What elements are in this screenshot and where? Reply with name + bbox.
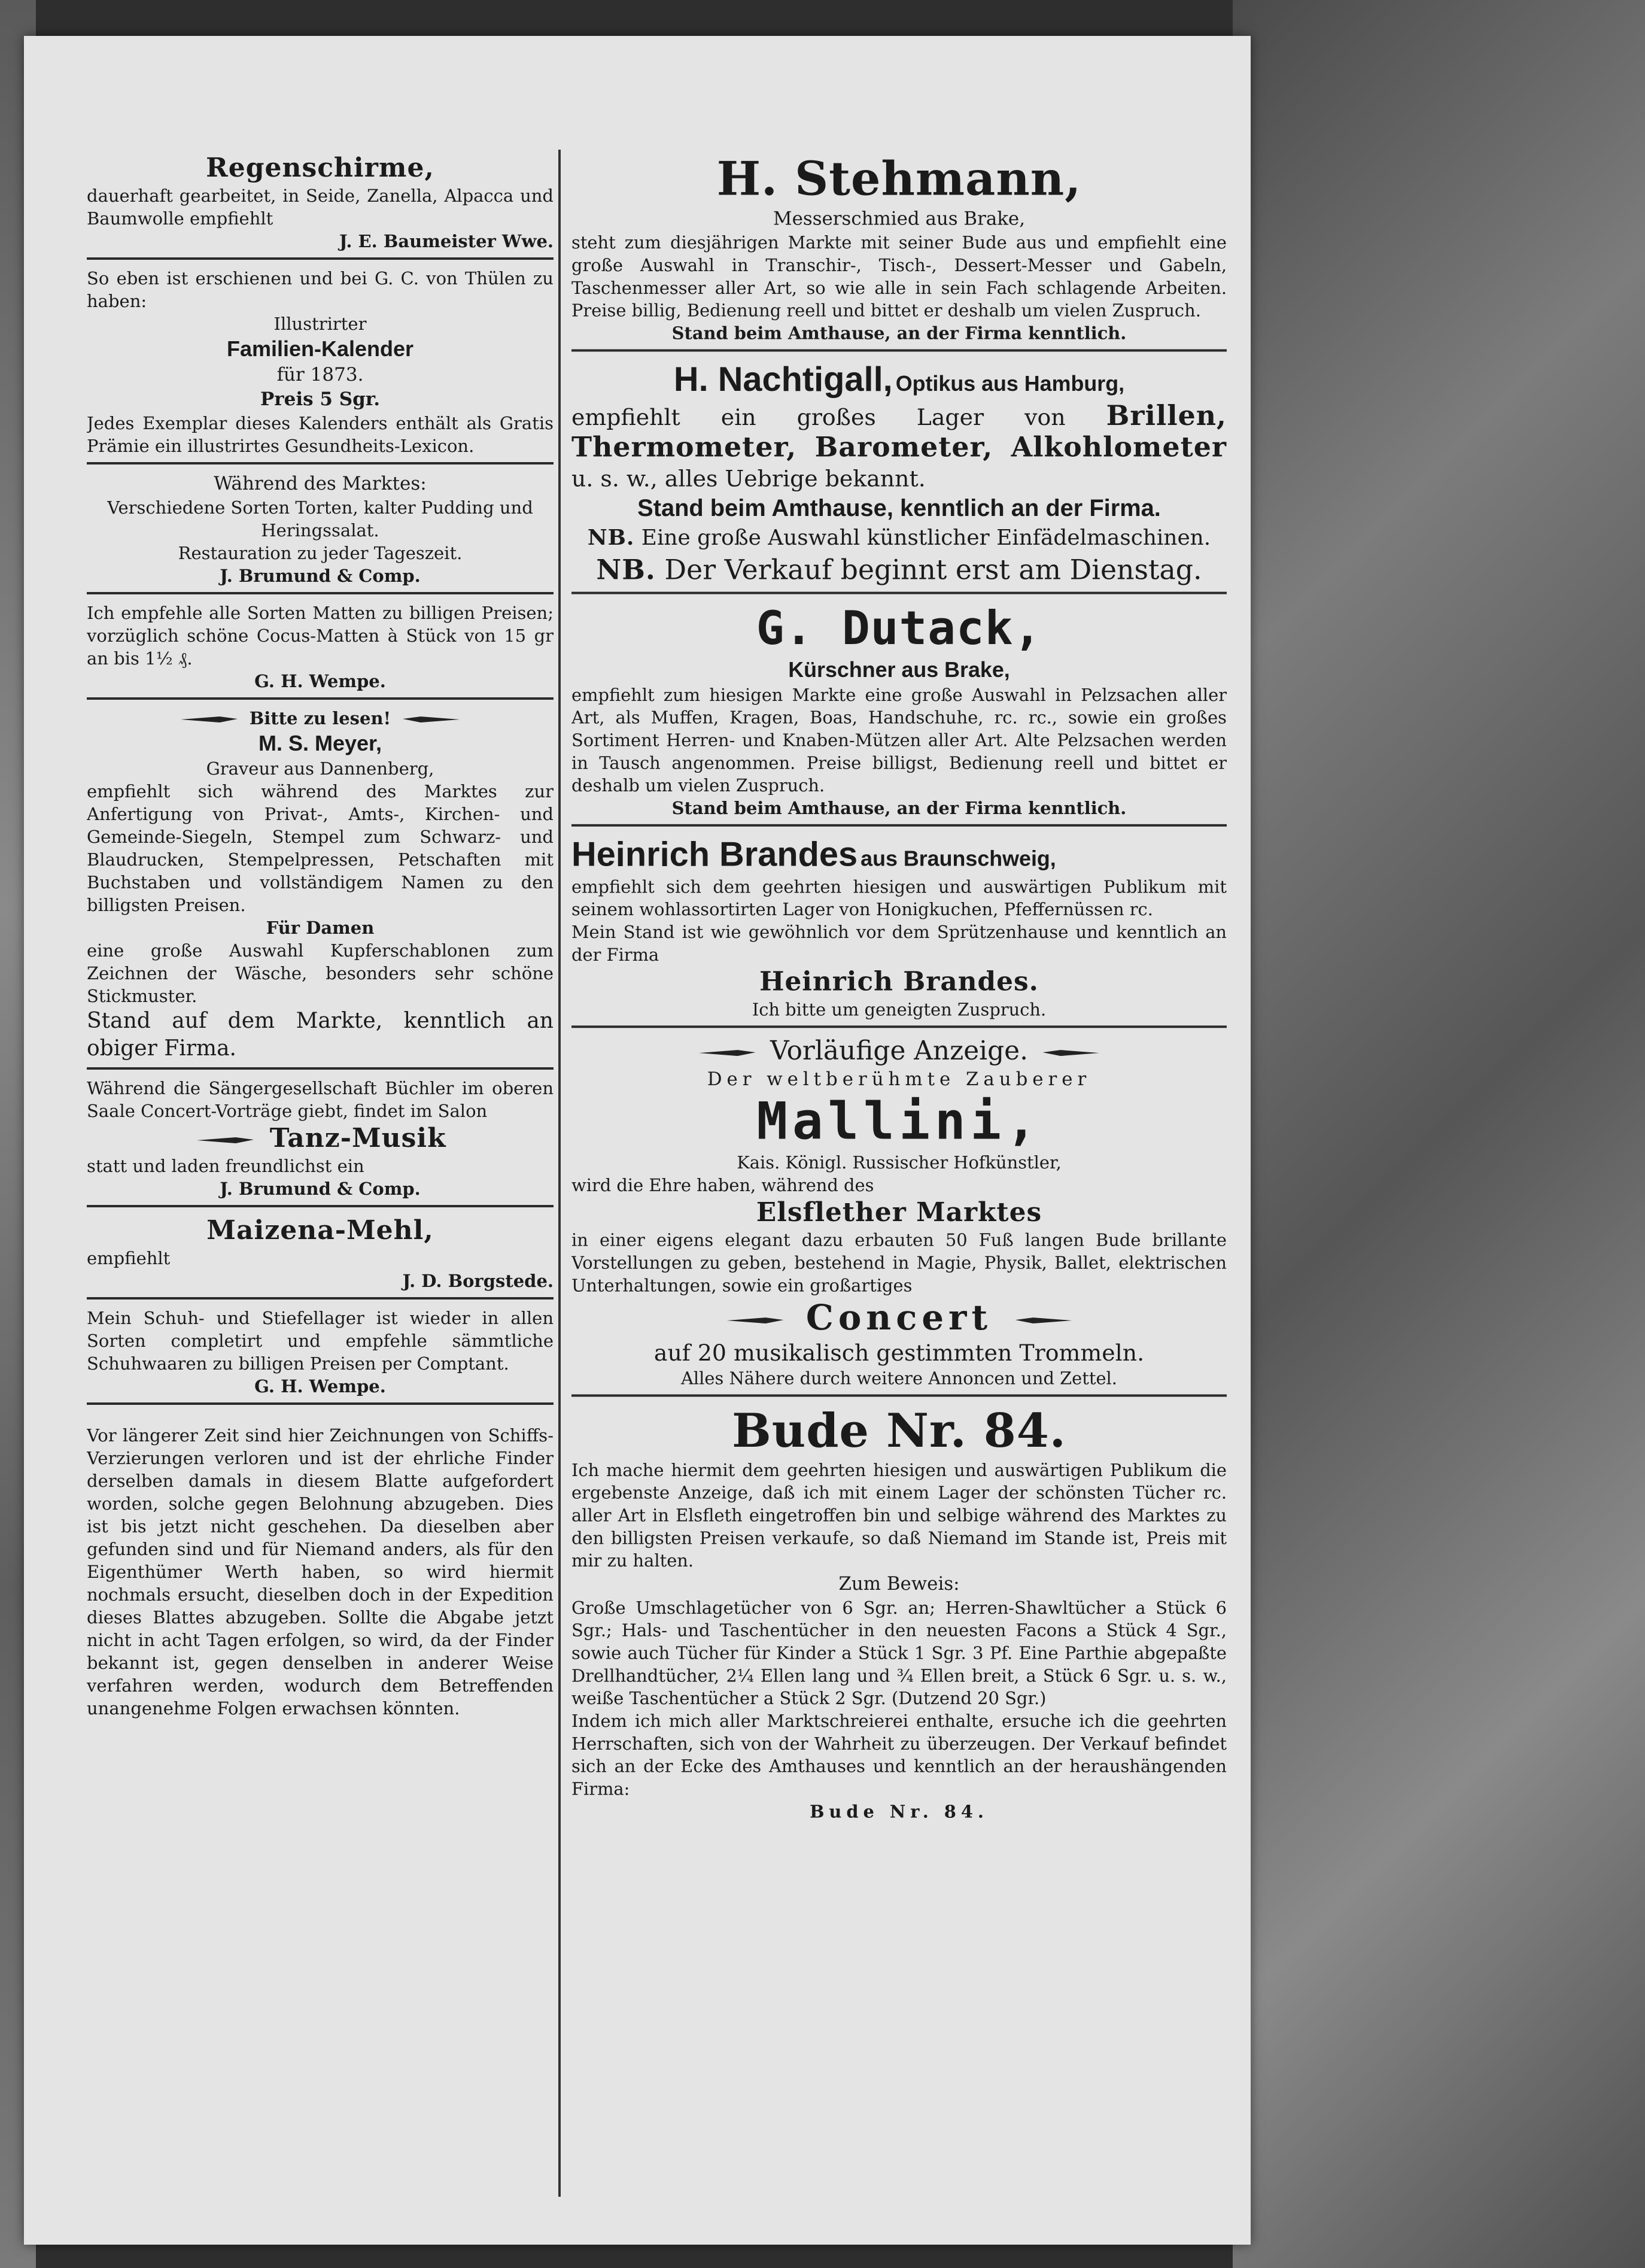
ad-body: empfiehlt sich dem geehrten hiesigen und auswärtigen Publikum mit seinem wohlassortirten Lager von Honigkuchen, Pfeffernüssen rc. bbox=[571, 876, 1227, 920]
ad-stand: Stand beim Amthause, kenntlich an der Firma. bbox=[637, 495, 1161, 522]
ad-signature: J. Brumund & Comp. bbox=[220, 566, 421, 586]
ad-title: Maizena-Mehl, bbox=[206, 1215, 434, 1246]
ad-title-text: Tanz-Musik bbox=[269, 1123, 446, 1153]
pointing-hand-icon bbox=[194, 1131, 260, 1149]
ad-maizena bbox=[87, 1212, 554, 1300]
ad-signature: Bude Nr. 84. bbox=[810, 1801, 989, 1822]
ad-title-line bbox=[571, 359, 1227, 400]
ad-stand: Stand auf dem Markte, kenntlich an obiger Firma. bbox=[87, 1009, 554, 1061]
ad-nb2 bbox=[571, 552, 1227, 587]
ad-trommeln: auf 20 musikalisch gestimmten Trommeln. bbox=[653, 1339, 1145, 1366]
pointing-hand-icon bbox=[397, 711, 463, 728]
ad-head-text: Bitte zu lesen! bbox=[249, 708, 391, 728]
ad-nb1 bbox=[571, 523, 1227, 552]
ad-title: Während des Marktes: bbox=[214, 473, 427, 494]
ad-signature: Heinrich Brandes. bbox=[759, 966, 1039, 997]
ad-body-a: empfiehlt ein großes Lager von bbox=[571, 404, 1066, 430]
ad-body3: Indem ich mich aller Marktschreierei enthalte, ersuche ich die geehrten Herrschaften, sich von der Wahrheit zu überzeugen. Der Verkauf befindet sich an der Ecke des Amthauses und kenntlich an der heraushängenden Firma: bbox=[571, 1711, 1227, 1799]
ad-body: empfiehlt zum hiesigen Markte eine große Auswahl in Pelzsachen aller Art, als Muffen, Kragen, Boas, Handschuhe, rc. rc., sowie ein großes Sortiment Herren- und Knaben-Mützen aller Art. Alte Pelzsachen werden in Tausch angenommen. Preise billigst, Bedienung reell und bittet er deshalb um vielen Zuspruch. bbox=[571, 684, 1227, 796]
ad-end: Ich bitte um geneigten Zuspruch. bbox=[752, 999, 1047, 1020]
ad-line2: wird die Ehre haben, während des bbox=[571, 1175, 874, 1196]
ad-concert-text: Concert bbox=[805, 1297, 993, 1338]
ad-body: empfiehlt sich während des Marktes zur Anfertigung von Privat-, Amts-, Kirchen- und Gemeinde-Siegeln, Stempel zum Schwarz- und Blaudrucken, Stempelpressen, Petschaften mit Buchstaben und vollständigem Namen zu den billigsten Preisen. bbox=[87, 781, 554, 915]
ad-title-line bbox=[571, 834, 1227, 876]
ad-body: empfiehlt bbox=[87, 1248, 171, 1268]
ad-nb2-label: NB. bbox=[596, 553, 656, 586]
pointing-hand-icon bbox=[723, 1311, 789, 1329]
pointing-hand-icon bbox=[697, 1044, 762, 1062]
ad-bude bbox=[571, 1401, 1227, 1827]
ad-line1: Der weltberühmte Zauberer bbox=[707, 1068, 1091, 1090]
ad-sub: Kürschner aus Brake, bbox=[788, 657, 1010, 682]
ad-nb2-text: Der Verkauf beginnt erst am Dienstag. bbox=[664, 553, 1202, 586]
ad-title: H. Nachtigall, bbox=[673, 360, 893, 399]
ad-signature: J. E. Baumeister Wwe. bbox=[339, 231, 554, 251]
ad-nachtigall bbox=[571, 356, 1227, 594]
ad-body: in einer eigens elegant dazu erbauten 50 Fuß langen Bude brillante Vorstellungen zu geben, bestehend in Magie, Physik, Ballet, elektrischen Unterhaltungen, sowie ein großartiges bbox=[571, 1229, 1227, 1296]
ad-signature: J. D. Borgstede. bbox=[402, 1271, 554, 1291]
ad-body2: eine große Auswahl Kupferschablonen zum Zeichnen der Wäsche, besonders sehr schöne Stickmuster. bbox=[87, 940, 554, 1006]
ad-stand: Stand beim Amthause, an der Firma kenntlich. bbox=[671, 798, 1127, 818]
ad-title: M. S. Meyer, bbox=[258, 731, 382, 755]
ad-markt: Elsflether Marktes bbox=[756, 1197, 1042, 1228]
ad-title: H. Stehmann, bbox=[716, 151, 1082, 207]
ad-sub: Kais. Königl. Russischer Hofkünstler, bbox=[737, 1152, 1062, 1173]
ad-body2: Große Umschlagetücher von 6 Sgr. an; Herren-Shawltücher a Stück 6 Sgr.; Hals- und Taschentücher in den neuesten Facons a Stück 4 Sgr., sowie auch Tücher für Kinder a Stück 1 Sgr. 3 Pf. Eine Parthie abgepaßte Drellhandtücher, 2¼ Ellen lang und ¾ Ellen breit, a Stück 6 Sgr. u. s. w., weiße Taschentücher a Stück 2 Sgr. (Dutzend 20 Sgr.) bbox=[571, 1597, 1227, 1709]
ad-title: Mallini, bbox=[756, 1091, 1042, 1152]
ad-sub: Optikus aus Hamburg, bbox=[895, 371, 1125, 396]
ad-sub: Messerschmied aus Brake, bbox=[773, 208, 1026, 230]
ad-body bbox=[571, 400, 1227, 493]
ad-sub: Graveur aus Dannenberg, bbox=[206, 758, 434, 779]
ad-body: dauerhaft gearbeitet, in Seide, Zanella, Alpacca und Baumwolle empfiehlt bbox=[87, 186, 554, 229]
ad-markt bbox=[87, 469, 554, 594]
ad-head-text: Vorläufige Anzeige. bbox=[770, 1036, 1029, 1067]
ad-title: G. Dutack, bbox=[756, 602, 1042, 656]
ad-damen: Für Damen bbox=[266, 918, 375, 938]
left-column bbox=[87, 150, 554, 2185]
ad-matten bbox=[87, 599, 554, 700]
ad-body: Ich empfehle alle Sorten Matten zu billigen Preisen; vorzüglich schöne Cocus-Matten à Stück von 15 gr an bis 1½ ₰. bbox=[87, 603, 554, 669]
ad-stehmann bbox=[571, 150, 1227, 351]
ad-body: Ich mache hiermit dem geehrten hiesigen und auswärtigen Publikum die ergebenste Anzeige, daß ich mit einem Lager der schönsten Tücher rc. aller Art in Elsfleth eingetroffen bin und selbige während des Marktes zu den billigsten Preisen verkaufe, so daß Niemand im Stande ist, Preis mit mir zu halten. bbox=[571, 1460, 1227, 1571]
ad-line: Restauration zu jeder Tageszeit. bbox=[178, 543, 463, 563]
column-divider bbox=[558, 150, 561, 2197]
ad-head bbox=[87, 707, 554, 730]
ad-kalender bbox=[87, 265, 554, 464]
ad-intro: So eben ist erschienen und bei G. C. von Thülen zu haben: bbox=[87, 268, 554, 311]
ad-body: steht zum diesjährigen Markte mit seiner Bude aus und empfiehlt eine große Auswahl in Transchir-, Tisch-, Dessert-Messer und Gabeln, Taschenmesser aller Art, so wie alle in sein Fach schlagende Arbeiten. Preise billig, Bedienung reell und bittet er deshalb um vielen Zuspruch. bbox=[571, 232, 1227, 321]
ad-body2: Mein Stand ist wie gewöhnlich vor dem Sprützenhause und kenntlich an der Firma bbox=[571, 922, 1227, 965]
ad-signature: J. Brumund & Comp. bbox=[220, 1179, 421, 1199]
ad-regenschirme bbox=[87, 150, 554, 260]
ad-brandes bbox=[571, 831, 1227, 1028]
pointing-hand-icon bbox=[1036, 1044, 1102, 1062]
pointing-hand-icon bbox=[1009, 1311, 1075, 1329]
ad-body: Mein Schuh- und Stiefellager ist wieder in allen Sorten completirt und empfehle sämmtliche Schuhwaaren zu billigen Preisen per Comptant. bbox=[87, 1308, 554, 1374]
ad-line: Illustrirter bbox=[273, 314, 367, 334]
ad-signature: G. H. Wempe. bbox=[254, 1376, 386, 1396]
ad-stand: Stand beim Amthause, an der Firma kenntlich. bbox=[671, 323, 1127, 344]
pointing-hand-icon bbox=[178, 711, 244, 728]
ad-body: Jedes Exemplar dieses Kalenders enthält als Gratis Prämie ein illustrirtes Gesundheits-Lexicon. bbox=[87, 413, 554, 456]
ad-title: Regenschirme, bbox=[206, 153, 434, 183]
ad-signature: G. H. Wempe. bbox=[254, 671, 386, 691]
ad-sub: aus Braunschweig, bbox=[860, 846, 1056, 871]
ad-body: statt und laden freundlichst ein bbox=[87, 1156, 364, 1176]
ad-nb1-text: Eine große Auswahl künstlicher Einfädelmaschinen. bbox=[641, 526, 1211, 550]
ad-title: Bude Nr. 84. bbox=[732, 1404, 1066, 1459]
ad-body: Verschiedene Sorten Torten, kalter Pudding und Heringssalat. bbox=[107, 497, 533, 541]
ad-body-b: Brillen, Thermometer, Barometer, Alkohlometer bbox=[571, 399, 1227, 463]
book-marbled-cover-right bbox=[1233, 0, 1645, 2268]
ad-beweis: Zum Beweis: bbox=[838, 1573, 960, 1595]
ad-body-c: u. s. w., alles Uebrige bekannt. bbox=[571, 465, 926, 492]
ad-dutack bbox=[571, 599, 1227, 827]
ad-title: Familien-Kalender bbox=[226, 336, 414, 361]
ad-year: für 1873. bbox=[276, 364, 364, 385]
ad-price: Preis 5 Sgr. bbox=[260, 388, 381, 410]
ad-title bbox=[87, 1122, 554, 1155]
ad-meyer bbox=[87, 705, 554, 1070]
ad-end: Alles Nähere durch weitere Annoncen und Zettel. bbox=[681, 1368, 1117, 1389]
newspaper-page bbox=[24, 36, 1251, 2245]
ad-mallini bbox=[571, 1033, 1227, 1396]
ad-concert bbox=[571, 1297, 1227, 1338]
right-column bbox=[571, 150, 1227, 2227]
ad-verloren bbox=[87, 1410, 554, 1724]
ad-intro: Während die Sängergesellschaft Büchler im oberen Saale Concert-Vorträge giebt, findet im Salon bbox=[87, 1078, 554, 1121]
ad-body: Vor längerer Zeit sind hier Zeichnungen von Schiffs-Verzierungen verloren und ist der ehrliche Finder derselben damals in diesem Blatte aufgefordert worden, solche gegen Belohnung abzugeben. Dies ist bis jetzt nicht geschehen. Da dieselben aber gefunden sind und für Niemand anders, als für den Eigenthümer Werth haben, so wird hiermit nochmals ersucht, dieselben doch in der Expedition dieses Blattes abzugeben. Sollte die Abgabe jetzt nicht in acht Tagen erfolgen, so wird, da der Finder bekannt ist, gegen denselben in anderer Weise verfahren werden, wodurch dem Betreffenden unangenehme Folgen erwachsen könnten. bbox=[87, 1425, 554, 1719]
ad-head bbox=[571, 1035, 1227, 1067]
ad-tanz bbox=[87, 1074, 554, 1207]
ad-nb1-label: NB. bbox=[587, 525, 635, 550]
ad-title: Heinrich Brandes bbox=[571, 834, 858, 874]
ad-schuh bbox=[87, 1304, 554, 1405]
